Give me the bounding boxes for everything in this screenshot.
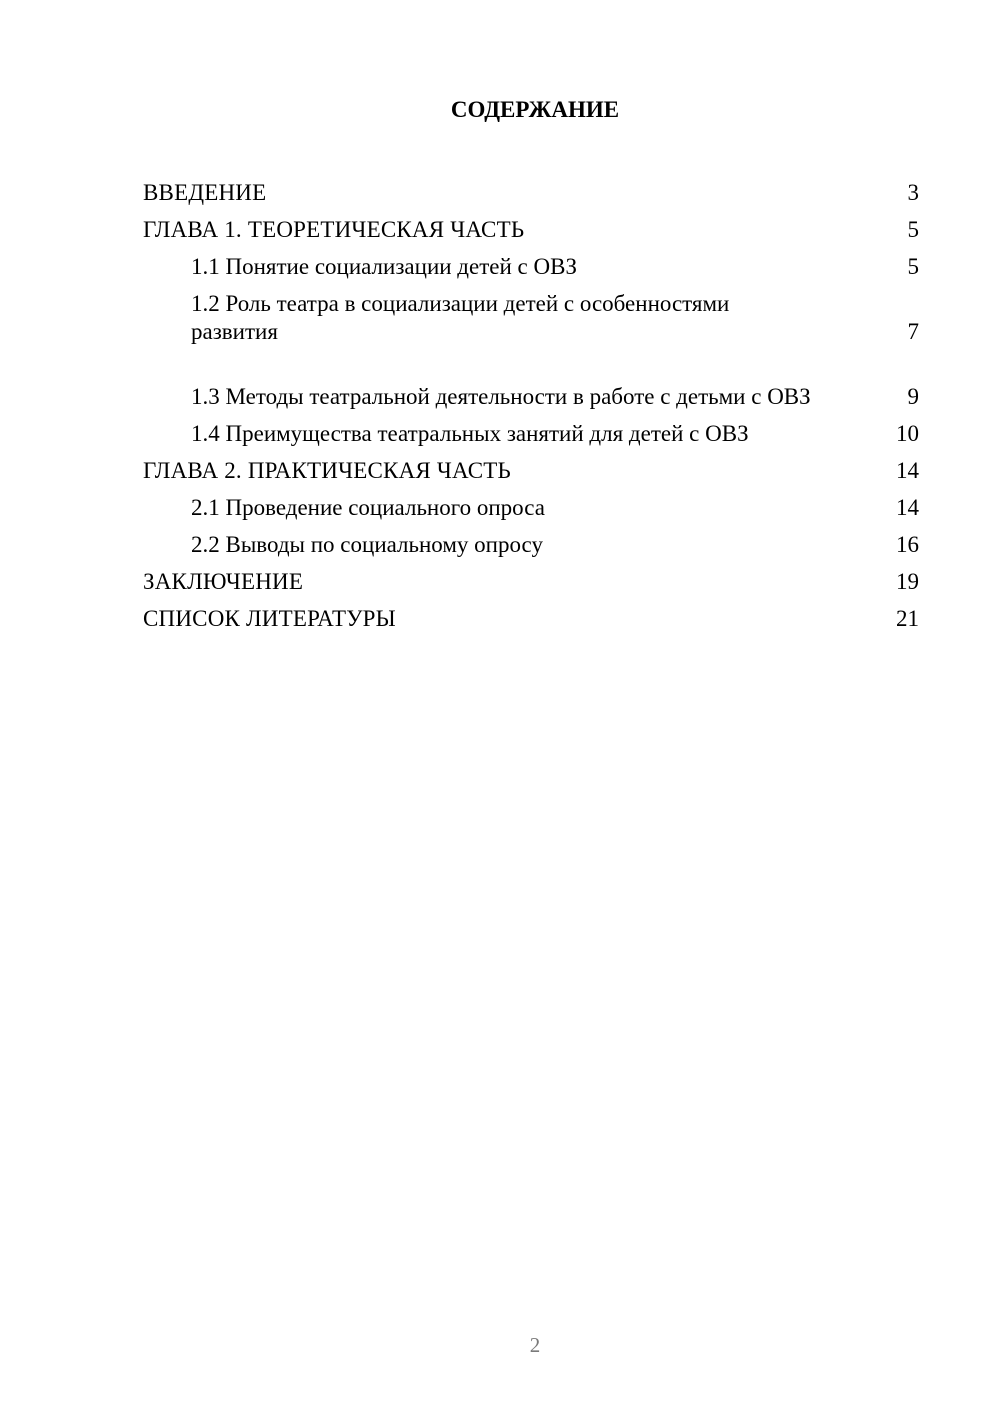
toc-entry-label: 1.4 Преимущества театральных занятий для детей с ОВЗ <box>191 421 749 446</box>
toc-entry-section-1-1[interactable] <box>143 244 919 281</box>
toc-entry-label: 2.2 Выводы по социальному опросу <box>191 532 543 557</box>
toc-entry-introduction[interactable] <box>143 170 919 207</box>
toc-entry-page: 3 <box>907 180 919 205</box>
toc-entry-page: 5 <box>907 254 919 279</box>
toc-entry-label: ЗАКЛЮЧЕНИЕ <box>143 569 304 594</box>
toc-entry-page: 16 <box>896 532 919 557</box>
toc-entry-page: 14 <box>896 458 919 483</box>
toc-entry-chapter-1[interactable] <box>143 207 919 244</box>
toc-entry-label: 1.3 Методы театральной деятельности в работе с детьми с ОВЗ <box>191 384 811 409</box>
toc-entry-chapter-2[interactable] <box>143 448 919 485</box>
toc-entry-page: 5 <box>907 217 919 242</box>
toc-entry-page: 21 <box>896 606 919 631</box>
table-of-contents <box>143 170 919 633</box>
toc-entry-label: ВВЕДЕНИЕ <box>143 180 267 205</box>
toc-entry-label: 1.2 Роль театра в социализации детей с особенностями развития <box>191 291 730 344</box>
toc-entry-references[interactable] <box>143 596 919 633</box>
toc-entry-page: 14 <box>896 495 919 520</box>
toc-entry-label: СПИСОК ЛИТЕРАТУРЫ <box>143 606 396 631</box>
toc-entry-section-2-2[interactable] <box>143 522 919 559</box>
toc-entry-page: 19 <box>896 569 919 594</box>
toc-entry-page: 9 <box>907 384 919 409</box>
toc-title: СОДЕРЖАНИЕ <box>450 97 620 122</box>
toc-entry-page: 7 <box>907 319 919 344</box>
toc-entry-section-2-1[interactable] <box>143 485 919 522</box>
toc-entry-label: ГЛАВА 1. ТЕОРЕТИЧЕСКАЯ ЧАСТЬ <box>143 217 525 242</box>
toc-entry-label: ГЛАВА 2. ПРАКТИЧЕСКАЯ ЧАСТЬ <box>143 458 511 483</box>
toc-entry-section-1-4[interactable] <box>143 411 919 448</box>
toc-entry-page: 10 <box>896 421 919 446</box>
toc-entry-conclusion[interactable] <box>143 559 919 596</box>
toc-entry-label: 1.1 Понятие социализации детей с ОВЗ <box>191 254 577 279</box>
toc-entry-label: 2.1 Проведение социального опроса <box>191 495 545 520</box>
toc-entry-section-1-3[interactable] <box>143 346 919 411</box>
page-number: 2 <box>529 1333 541 1357</box>
toc-entry-section-1-2[interactable] <box>143 281 919 346</box>
